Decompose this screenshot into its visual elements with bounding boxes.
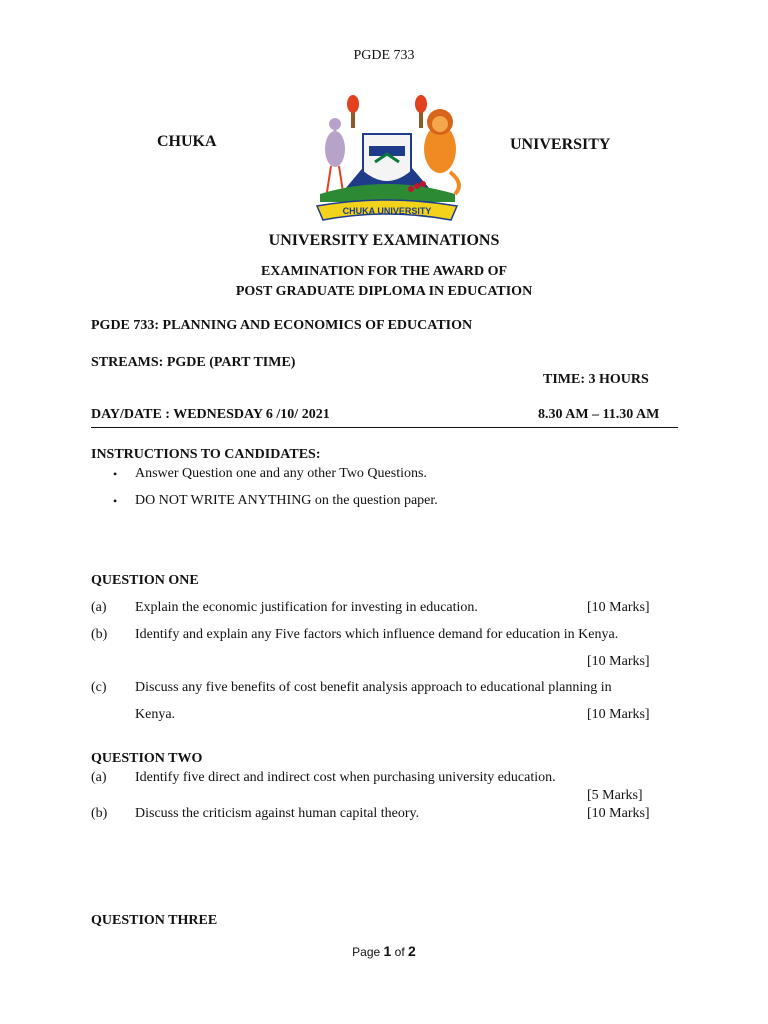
exam-title: UNIVERSITY EXAMINATIONS [268, 232, 500, 249]
instructions-heading: INSTRUCTIONS TO CANDIDATES: [91, 447, 321, 462]
exam-date: DAY/DATE : WEDNESDAY 6 /10/ 2021 [91, 407, 330, 422]
question-part-marks: [10 Marks] [587, 600, 650, 615]
bullet-icon: • [113, 494, 118, 508]
exam-duration: TIME: 3 HOURS [543, 372, 649, 387]
university-logo [305, 94, 470, 229]
question-part-text-continued: Kenya. [135, 707, 176, 722]
paper-code-header: PGDE 733 [353, 48, 415, 63]
exam-hours: 8.30 AM – 11.30 AM [538, 407, 660, 422]
question-part-marks: [10 Marks] [587, 707, 650, 722]
question-part-label: (b) [91, 627, 108, 642]
question-part-label: (c) [91, 680, 107, 695]
question-part-label: (a) [91, 770, 107, 785]
question-part-text: Discuss the criticism against human capital theory. [135, 806, 420, 821]
university-name-right: UNIVERSITY [510, 136, 611, 153]
question-part-text: Identify five direct and indirect cost when purchasing university education. [135, 770, 556, 785]
award-line-1: EXAMINATION FOR THE AWARD OF [260, 264, 508, 279]
page-footer [0, 943, 768, 959]
university-name-left: CHUKA [157, 133, 217, 150]
footer-current-page: 1 [383, 943, 392, 959]
footer-page-word: Page [352, 945, 381, 959]
footer-of-word: of [394, 945, 405, 959]
question-part-label: (a) [91, 600, 107, 615]
question-two-heading: QUESTION TWO [91, 751, 203, 766]
question-part-label: (b) [91, 806, 108, 821]
instruction-item: DO NOT WRITE ANYTHING on the question paper. [135, 493, 438, 508]
award-line-2: POST GRADUATE DIPLOMA IN EDUCATION [235, 284, 533, 299]
question-part-text: Explain the economic justification for investing in education. [135, 600, 478, 615]
footer-total-pages: 2 [408, 943, 416, 959]
question-part-text: Discuss any five benefits of cost benefit analysis approach to educational planning in [135, 680, 612, 695]
question-part-marks: [10 Marks] [587, 806, 650, 821]
question-one-heading: QUESTION ONE [91, 573, 199, 588]
question-part-text: Identify and explain any Five factors which influence demand for education in Kenya. [135, 627, 619, 642]
question-three-heading: QUESTION THREE [91, 913, 218, 928]
instruction-item: Answer Question one and any other Two Questions. [135, 466, 427, 481]
header-divider [91, 427, 678, 428]
course-title: PGDE 733: PLANNING AND ECONOMICS OF EDUCATION [91, 318, 473, 333]
question-part-marks: [10 Marks] [587, 654, 650, 669]
logo-banner-text: CHUKA UNIVERSITY [342, 206, 432, 216]
streams-label: STREAMS: PGDE (PART TIME) [91, 355, 296, 370]
question-part-marks: [5 Marks] [587, 788, 643, 803]
bullet-icon: • [113, 467, 118, 481]
